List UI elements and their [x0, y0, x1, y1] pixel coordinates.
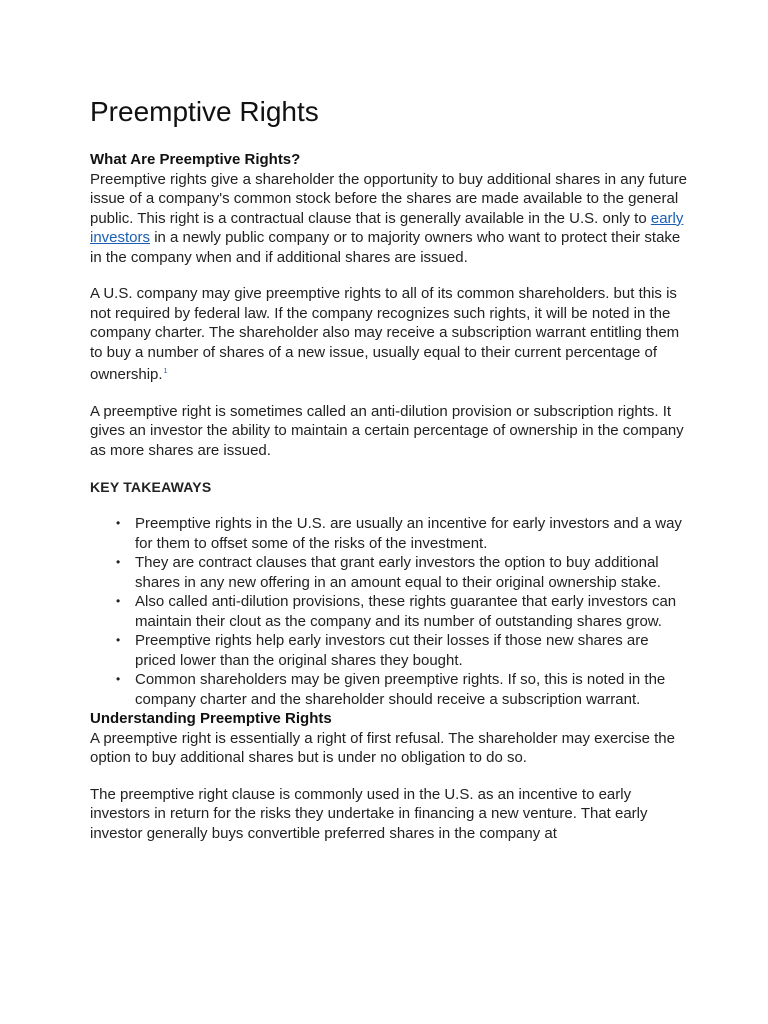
list-item [116, 592, 690, 631]
list-item-text: Preemptive rights help early investors cut their losses if those new shares are priced lower than the original shares they bought. [135, 632, 649, 669]
paragraph-text: in a newly public company or to majority owners who want to protect their stake in the company when and if additional shares are issued. [90, 229, 681, 266]
list-item-text: They are contract clauses that grant early investors the option to buy additional shares in any new offering in an amount equal to their original ownership stake. [135, 554, 661, 591]
list-item [116, 553, 690, 592]
paragraph-first-refusal: A preemptive right is essentially a right of first refusal. The shareholder may exercise the option to buy additional shares but is under no obligation to do so. [90, 729, 675, 766]
key-takeaways-heading: KEY TAKEAWAYS [90, 479, 212, 495]
early-investors-link[interactable]: early investors [90, 209, 684, 246]
footnote-link[interactable]: 1 [163, 368, 168, 375]
bullet-icon: • [116, 516, 121, 530]
key-takeaways-list [90, 514, 690, 709]
bullet-icon: • [116, 594, 121, 608]
section-heading-understanding: Understanding Preemptive Rights [90, 710, 332, 727]
paragraph-incentive: The preemptive right clause is commonly used in the U.S. as an incentive to early investors in return for the risks they undertake in financing a new venture. That early investor generally buys convertible preferred shares in the company at [90, 785, 648, 842]
bullet-icon: • [116, 633, 121, 647]
list-item-text: Preemptive rights in the U.S. are usually an incentive for early investors and a way for them to offset some of the risks of the investment. [135, 515, 682, 552]
paragraph-definition [90, 170, 690, 268]
list-item [116, 670, 690, 709]
list-item-text: Also called anti-dilution provisions, these rights guarantee that early investors can maintain their clout as the company and its number of outstanding shares grow. [135, 593, 677, 630]
paragraph-us-company [90, 284, 690, 385]
list-item [116, 514, 690, 553]
bullet-icon: • [116, 555, 121, 569]
list-item [116, 631, 690, 670]
paragraph-text: A U.S. company may give preemptive rights to all of its common shareholders. but this is not required by federal law. If the company recognizes such rights, it will be noted in the company charter. The shareholder also may receive a subscription warrant entitling them to buy a number of shares of a new issue, usually equal to their current percentage of ownership. [90, 285, 680, 383]
section-heading-what-are: What Are Preemptive Rights? [90, 151, 301, 168]
bullet-icon: • [116, 672, 121, 686]
list-item-text: Common shareholders may be given preemptive rights. If so, this is noted in the company charter and the shareholder should receive a subscription warrant. [135, 671, 666, 708]
document-page [90, 96, 690, 843]
paragraph-text: Preemptive rights give a shareholder the opportunity to buy additional shares in any future issue of a company's common stock before the shares are made available to the general public. This right is a contractual clause that is generally available in the U.S. only to [90, 170, 688, 227]
page-title: Preemptive Rights [90, 96, 319, 127]
paragraph-anti-dilution: A preemptive right is sometimes called an anti-dilution provision or subscription rights. It gives an investor the ability to maintain a certain percentage of ownership in the company as more shares are issued. [90, 402, 684, 459]
